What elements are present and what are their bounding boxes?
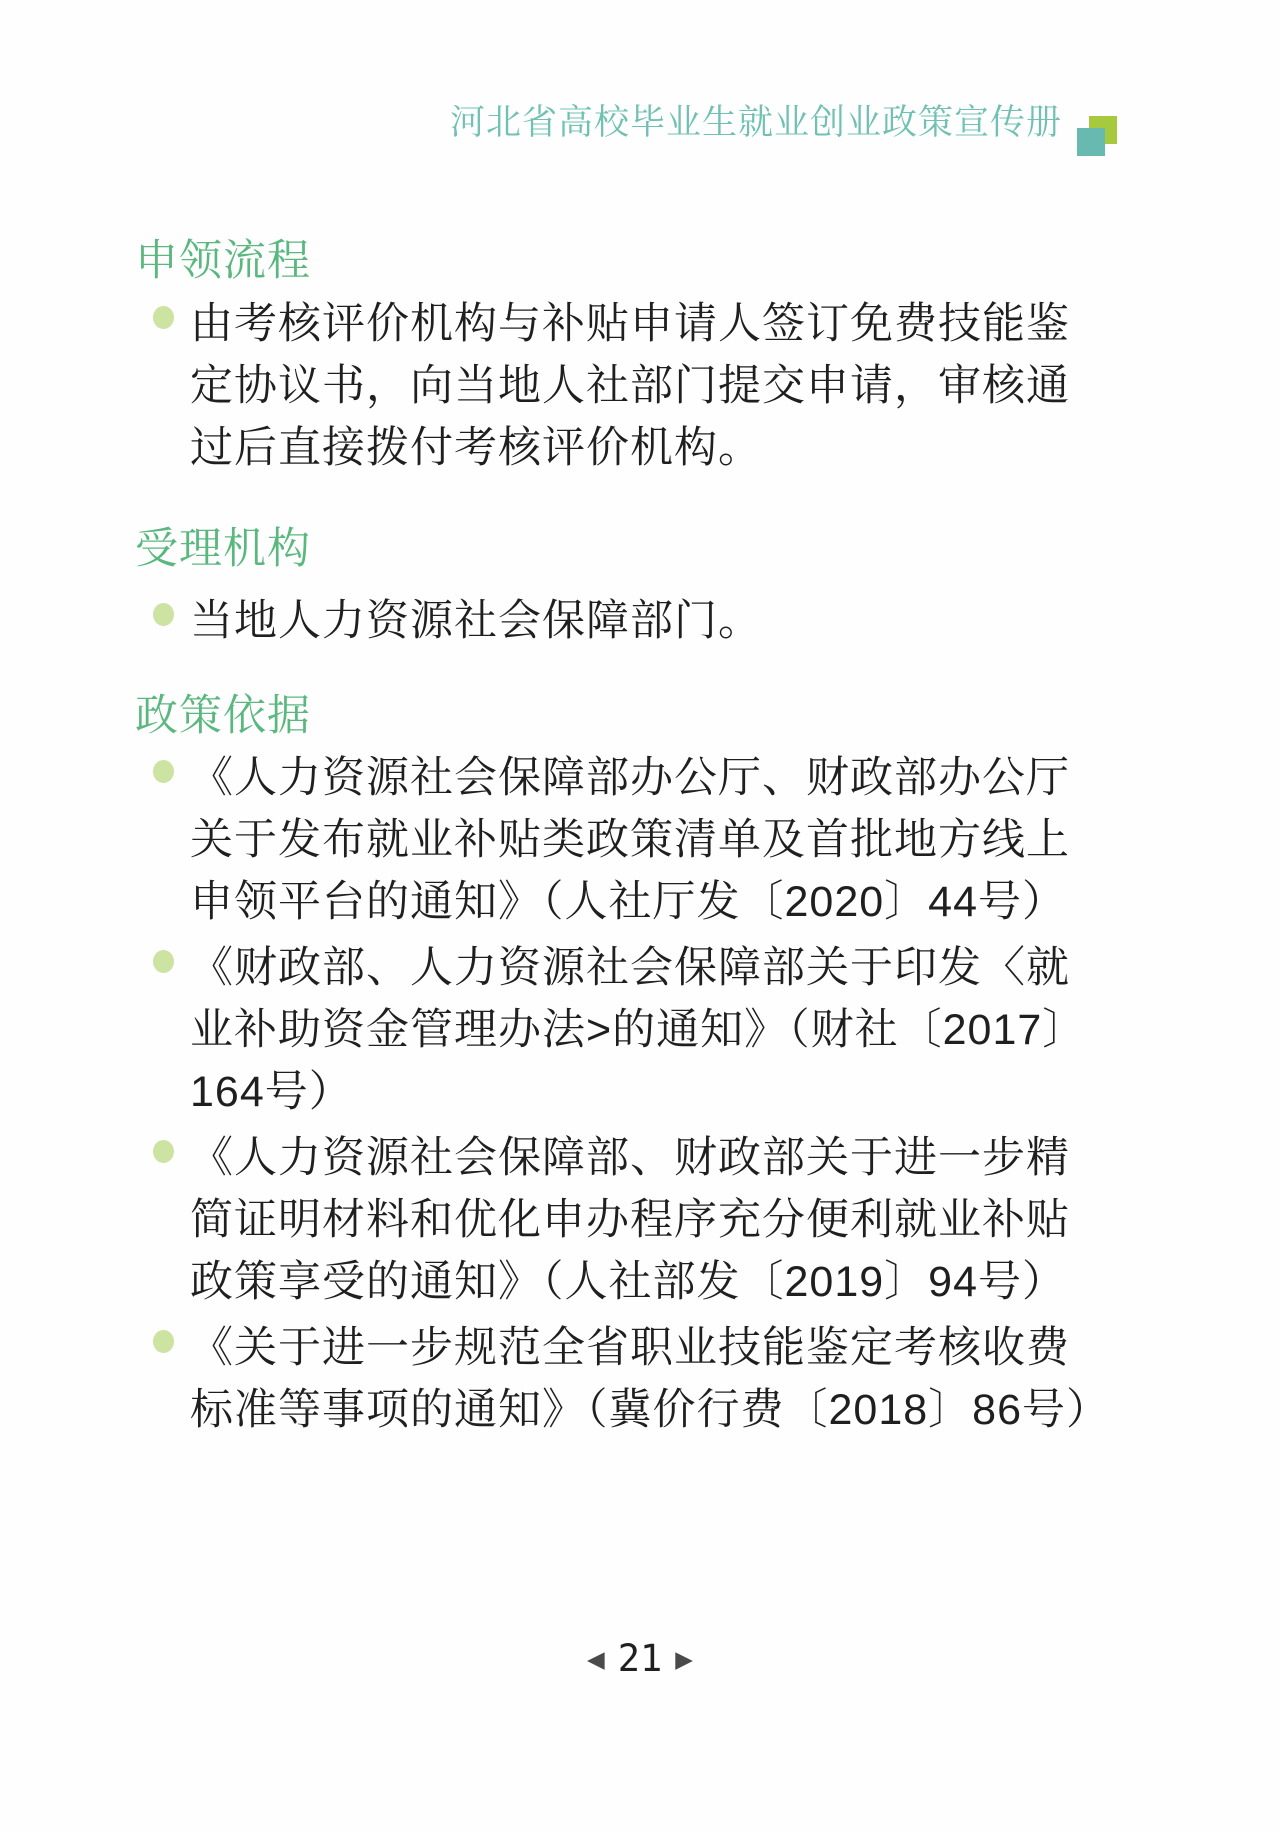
section-application-process (135, 237, 1093, 479)
item-text: 《人力资源社会保障部办公厅、财政部办公厅关于发布就业补贴类政策清单及首批地方线上申领平台的通知》（人社厅发〔2020〕44号） (190, 754, 1070, 926)
overlapping-squares-icon (1077, 116, 1117, 156)
item-text: 当地人力资源社会保障部门。 (190, 597, 762, 645)
bullet-dot-icon (153, 760, 174, 783)
list-item (135, 937, 1093, 1123)
section-heading: 受理机构 (135, 525, 311, 573)
page-content (135, 215, 1110, 1441)
next-page-icon[interactable]: ▶ (675, 1645, 693, 1672)
bullet-dot-icon (153, 1140, 174, 1163)
bullet-dot-icon (153, 1330, 174, 1353)
bullet-list (135, 293, 1093, 479)
bullet-list (135, 747, 1110, 1441)
list-item (135, 1317, 1110, 1441)
bullet-dot-icon (153, 306, 174, 329)
section-policy-basis (135, 692, 1110, 1441)
header-title: 河北省高校毕业生就业创业政策宣传册 (449, 103, 1062, 142)
page-footer (0, 1639, 1280, 1680)
item-text: 《财政部、人力资源社会保障部关于印发〈就业补助资金管理办法>的通知》（财社〔2017〕164号） (190, 944, 1087, 1116)
bullet-dot-icon (153, 950, 174, 973)
list-item (135, 590, 1093, 652)
list-item (135, 293, 1093, 479)
item-text: 《人力资源社会保障部、财政部关于进一步精简证明材料和优化申办程序充分便利就业补贴政策享受的通知》（人社部发〔2019〕94号） (190, 1134, 1070, 1306)
list-item (135, 747, 1093, 933)
bullet-list (135, 590, 1093, 652)
logo-square-teal (1077, 128, 1105, 156)
section-heading: 申领流程 (135, 237, 311, 285)
bullet-dot-icon (153, 603, 174, 626)
page-header (450, 102, 1117, 156)
section-heading: 政策依据 (135, 692, 311, 740)
page-number: 21 (617, 1637, 663, 1680)
list-item (135, 1127, 1093, 1313)
item-text: 由考核评价机构与补贴申请人签订免费技能鉴定协议书，向当地人社部门提交申请，审核通过后直接拨付考核评价机构。 (190, 300, 1070, 472)
section-accepting-agency (135, 525, 1093, 652)
item-text: 《关于进一步规范全省职业技能鉴定考核收费标准等事项的通知》（冀价行费〔2018〕86号） (190, 1324, 1110, 1434)
prev-page-icon[interactable]: ◀ (587, 1645, 605, 1672)
